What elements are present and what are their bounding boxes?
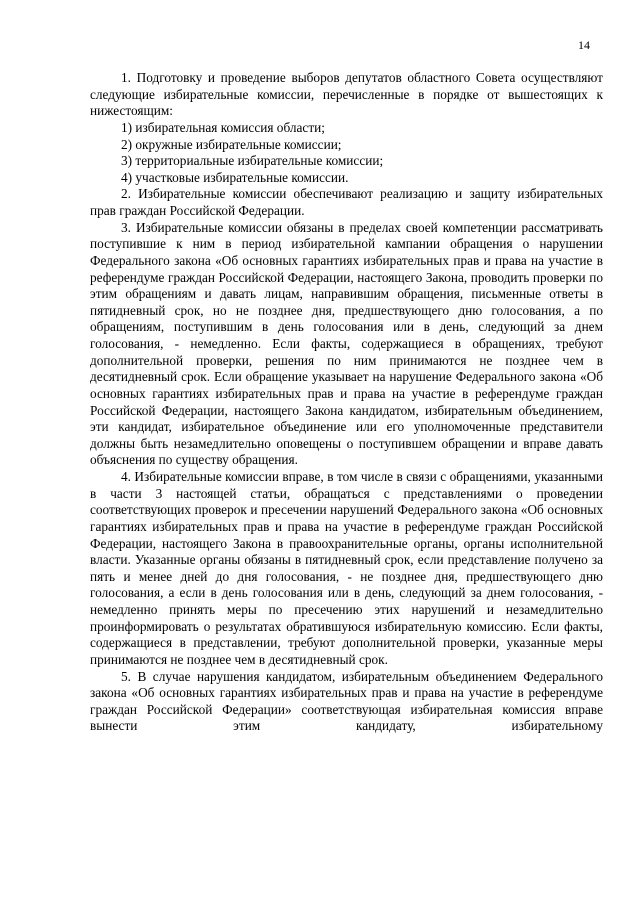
list-item-2: 2) окружные избирательные комиссии; — [121, 136, 342, 152]
list-item-4: 4) участковые избирательные комиссии. — [121, 169, 349, 185]
paragraph-part-3: 3. Избирательные комиссии обязаны в пределах своей компетенции рассматривать поступившие к ним в период избирательной кампании обращения о нарушении Федерального закона «Об основных гарантиях избирательных прав и права на участие в референдуме граждан Российской Федерации, настоящего Закона, проводить проверки по этим обращениям и давать лицам, направившим обращения, письменные ответы в пятидневный срок, но не позднее дня, предшествующего дню голосования, а по обращениям, поступившим в день голосования или в день, следующий за днем голосования, - немедленно. Если факты, содержащиеся в обращениях, требуют дополнительной проверки, решения по ним принимаются не позднее чем в десятидневный срок. Если обращение указывает на нарушение Федерального закона «Об основных гарантиях избирательных прав и права на участие в референдуме граждан Российской Федерации, настоящего Закона кандидатом, избирательным объединением, эти кандидат, избирательное объединение или его уполномоченные представители должны быть незамедлительно оповещены о поступившем обращении и вправе давать объяснения по существу обращения. — [90, 219, 603, 468]
paragraph-part-1: 1. Подготовку и проведение выборов депутатов областного Совета осуществляют следующие избирательные комиссии, перечисленные в порядке от вышестоящих к нижестоящим: — [90, 70, 603, 119]
paragraph-part-2: 2. Избирательные комиссии обеспечивают реализацию и защиту избирательных прав граждан Российской Федерации. — [90, 186, 603, 218]
list-item-3: 3) территориальные избирательные комиссии; — [121, 153, 384, 169]
paragraph-part-5: 5. В случае нарушения кандидатом, избирательным объединением Федерального закона «Об основных гарантиях избирательных прав и права на участие в референдуме граждан Российской Федерации» соответствующая избирательная комиссия вправе вынести этим кандидату, избирательному — [90, 668, 603, 734]
list-item-1: 1) избирательная комиссия области; — [121, 119, 325, 135]
page-number: 14 — [578, 38, 590, 52]
document-body — [90, 70, 603, 735]
paragraph-part-4: 4. Избирательные комиссии вправе, в том числе в связи с обращениями, указанными в части 3 настоящей статьи, обращаться с представлениями о проведении соответствующих проверок и пресечении нарушений Федерального закона «Об основных гарантиях избирательных прав и права на участие в референдуме граждан Российской Федерации, настоящего Закона в правоохранительные органы, органы исполнительной власти. Указанные органы обязаны в пятидневный срок, если представление получено за пять и менее дней до дня голосования, - не позднее дня, предшествующего дню голосования, а если в день голосования или в день, следующий за днем голосования, - немедленно принять меры по пресечению этих нарушений и незамедлительно проинформировать о результатах обратившуюся избирательную комиссию. Если факты, содержащиеся в представлении, требуют дополнительной проверки, указанные меры принимаются не позднее чем в десятидневный срок. — [90, 469, 603, 667]
